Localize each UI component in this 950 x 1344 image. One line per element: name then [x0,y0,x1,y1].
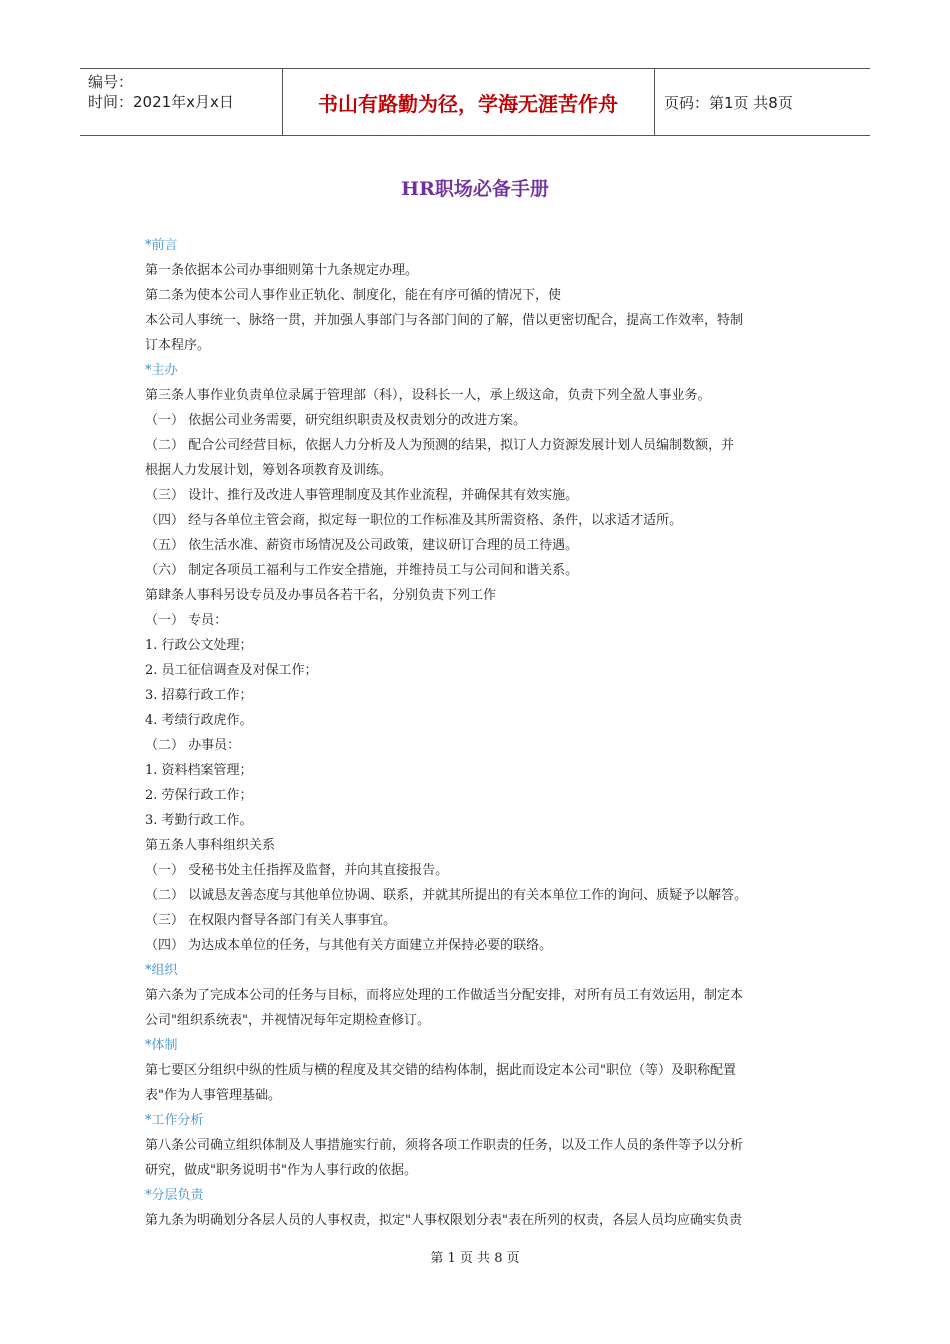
section-heading: *组织 [145,963,178,978]
page-footer: 第 1 页 共 8 页 [430,1251,520,1266]
body-line: （二） 以诚恳友善态度与其他单位协调、联系，并就其所提出的有关本单位工作的询问、质疑予以解答。 [145,888,748,903]
section-heading: *分层负责 [145,1188,204,1203]
body-line: （一） 依据公司业务需要，研究组织职责及权责划分的改进方案。 [145,413,527,428]
body-line: 第七要区分组织中纵的性质与横的程度及其交错的结构体制，据此而设定本公司"职位（等）及职称配置 [145,1063,736,1078]
body-line: 2. 劳保行政工作； [145,788,253,803]
document-body [145,233,815,1233]
body-line: 1. 行政公文处理； [145,638,253,653]
section-heading: *前言 [145,238,178,253]
body-line: 3. 考勤行政工作。 [145,813,253,828]
body-line: 第三条人事作业负责单位录属于管理部（科），设科长一人，承上级这命，负责下列全盈人事业务。 [145,388,711,403]
body-line: （六） 制定各项员工福利与工作安全措施，并维持员工与公司间和谐关系。 [145,563,579,578]
body-line: 4. 考绩行政虎作。 [145,713,253,728]
body-line: （一） 专员： [145,613,228,628]
body-line: （四） 为达成本单位的任务，与其他有关方面建立并保持必要的联络。 [145,938,553,953]
body-line: （三） 设计、推行及改进人事管理制度及其作业流程，并确保其有效实施。 [145,488,579,503]
section-heading: *体制 [145,1038,178,1053]
body-line: 第二条为使本公司人事作业正轨化、制度化，能在有序可循的情况下，使 [145,288,562,303]
number-label: 编号： [88,73,134,91]
body-line: 根据人力发展计划，筹划各项教育及训练。 [145,463,393,478]
body-line: 表"作为人事管理基础。 [145,1088,281,1103]
body-line: 第九条为明确划分各层人员的人事权责，拟定"人事权限划分表"表在所列的权责，各层人员均应确实负责 [145,1213,742,1228]
body-line: 研究，做成"职务说明书"作为人事行政的依据。 [145,1163,417,1178]
section-heading: *工作分析 [145,1113,204,1128]
body-line: （二） 办事员： [145,738,241,753]
header-meta [88,72,283,112]
body-line: （一） 受秘书处主任指挥及监督，并向其直接报告。 [145,863,449,878]
header-page-info: 页码：第1页 共8页 [664,93,793,112]
document-title: HR职场必备手册 [401,178,549,200]
body-line: 第肆条人事科另设专员及办事员各若干名，分别负责下列工作 [145,588,497,603]
time-label: 时间：2021年x月x日 [88,93,234,111]
body-line: （二） 配合公司经营目标，依据人力分析及人为预测的结果，拟订人力资源发展计划人员编制数额，并 [145,438,735,453]
header-motto: 书山有路勤为径，学海无涯苦作舟 [318,91,618,116]
body-line: （五） 依生活水准、薪资市场情况及公司政策，建议研订合理的员工待遇。 [145,538,579,553]
header-divider [654,69,655,135]
body-line: 3. 招募行政工作； [145,688,253,703]
body-line: 订本程序。 [145,338,211,353]
body-line: 1. 资料档案管理； [145,763,253,778]
section-heading: *主办 [145,363,178,378]
body-line: 第一条依据本公司办事细则第十九条规定办理。 [145,263,419,278]
body-line: 2. 员工征信调查及对保工作； [145,663,318,678]
body-line: 第五条人事科组织关系 [145,838,276,853]
body-line: 公司"组织系统表"，并视情况每年定期检查修订。 [145,1013,430,1028]
body-line: （四） 经与各单位主管会商，拟定每一职位的工作标准及其所需资格、条件，以求适才适所。 [145,513,683,528]
document-header [80,68,870,136]
body-line: 第八条公司确立组织体制及人事措施实行前，须将各项工作职责的任务，以及工作人员的条件等予以分析 [145,1138,744,1153]
body-line: 本公司人事统一、脉络一贯，并加强人事部门与各部门间的了解，借以更密切配合，提高工作效率，特制 [145,313,744,328]
body-line: 第六条为了完成本公司的任务与目标，而将应处理的工作做适当分配安排，对所有员工有效运用，制定本 [145,988,744,1003]
body-line: （三） 在权限内督导各部门有关人事事宜。 [145,913,397,928]
